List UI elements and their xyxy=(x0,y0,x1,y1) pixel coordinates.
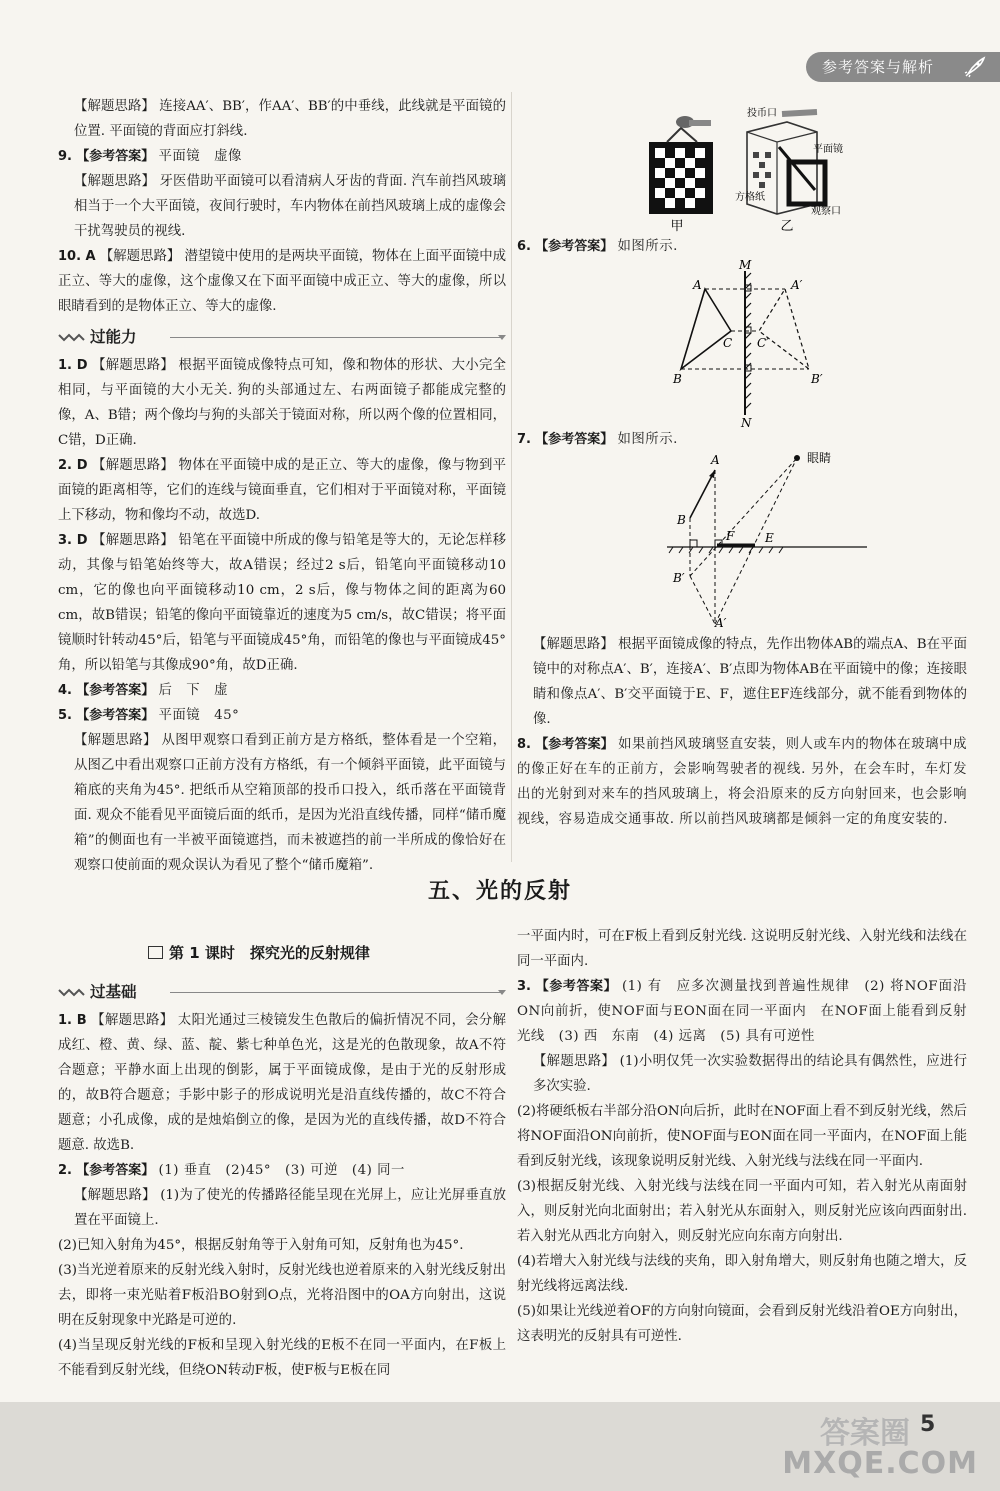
fig6-label-C: C xyxy=(723,336,733,350)
section-triangle-icon xyxy=(498,335,506,340)
q6-tag: 【参考答案】 xyxy=(535,239,614,254)
fig-label-guanchakou: 观察口 xyxy=(811,206,841,217)
mid-q1-solution: 【解题思路】 根据平面镜成像特点可知，像和物体的形状、大小完全相同，与平面镜的大小无关. 狗的头部通过左、右两面镜子都能成完整的像，A、B错；两个像均与狗的头部关于镜面对称，所以两个像的位置相同，C错，D正确. xyxy=(58,358,507,448)
section-rule xyxy=(170,337,502,338)
section-guojichu xyxy=(58,978,506,1006)
q9-number: 9. xyxy=(58,149,72,164)
lesson-title: 第 1 课时 探究光的反射规律 xyxy=(169,944,370,962)
answer-q10 xyxy=(58,244,506,319)
b-q3-number: 3. xyxy=(517,979,531,994)
q7-solution: 【解题思路】 根据平面镜成像的特点，先作出物体AB的端点A、B在平面镜中的对称点A′、B′，连接A′、B′点即为物体AB在平面镜中的像；连接眼睛和像点A′、B′交平面镜于E、F，遮住EF连线部分，就不能看到物体的像. xyxy=(533,637,967,727)
rocket-icon xyxy=(964,56,986,78)
answer-b-q3 xyxy=(517,974,967,1049)
fig7-label-A: A xyxy=(711,453,720,467)
column-divider xyxy=(511,92,512,862)
fig7-label-A2: A′ xyxy=(715,616,727,630)
answer-b-q1 xyxy=(58,1008,506,1158)
b-q2-continued: 一平面内时，可在F板上看到反射光线. 这说明反射光线、入射光线和法线在同一平面内. xyxy=(517,929,967,969)
answer-q9-header xyxy=(58,144,506,169)
mid-q5-tag: 【参考答案】 xyxy=(76,708,155,723)
b-q2-solution-3: (3)当光逆着原来的反射光线入射时，反射光线也逆着原来的入射光线反射出去，即将一束光贴着F板沿BO射到O点，光将沿图中的OA方向射出，这说明在反射现象中光路是可逆的. xyxy=(58,1263,506,1328)
figure-q6-mirror xyxy=(517,259,967,427)
fig6-label-M: M xyxy=(739,259,752,272)
fig6-label-A2: A′ xyxy=(791,278,803,292)
section-title: 过能力 xyxy=(90,328,137,346)
answer-mid-q1 xyxy=(58,353,506,453)
section-guonengli xyxy=(58,323,506,351)
fig-label-jia: 甲 xyxy=(670,219,684,234)
right-column-bottom xyxy=(517,924,967,1349)
mid-q2-solution: 【解题思路】 物体在平面镜中成的是正立、等大的虚像，像与物到平面镜的距离相等，它们的连线与镜面垂直，它们相对于平面镜对称，平面镜上下移动，物和像均不动，故选D. xyxy=(58,458,506,523)
answer-mid-q3 xyxy=(58,528,506,678)
fig7-label-E: E xyxy=(765,531,774,545)
fig7-label-B2: B′ xyxy=(673,571,685,585)
mid-q3-number: 3. D xyxy=(58,533,88,548)
fig-label-toubikou: 投币口 xyxy=(747,108,777,119)
fig-label-yi: 乙 xyxy=(780,219,794,234)
answer-mid-q4 xyxy=(58,678,506,703)
watermark-logo: 答案圈 xyxy=(820,1416,910,1451)
mid-q1-number: 1. D xyxy=(58,358,88,373)
figure-coin-box xyxy=(517,92,967,234)
section-rule xyxy=(170,992,502,993)
mid-q4-number: 4. xyxy=(58,683,72,698)
q10-solution: 【解题思路】 潜望镜中使用的是两块平面镜，物体在上面平面镜中成正立、等大的虚像，这个虚像又在下面平面镜中成正立、等大的虚像，所以眼睛看到的是物体正立、等大的虚像. xyxy=(58,249,506,314)
section-wave-icon xyxy=(58,331,86,343)
lesson-title-row xyxy=(148,942,370,963)
fig6-label-B2: B′ xyxy=(811,372,823,386)
q7-tag: 【参考答案】 xyxy=(535,432,614,447)
chapter-title: 五、光的反射 xyxy=(427,879,572,904)
answer-p0: 【解题思路】 连接AA′、BB′，作AA′、BB′的中垂线，此线就是平面镜的位置. 平面镜的背面应打斜线. xyxy=(74,99,506,139)
b-q3-solution-3: (3)根据反射光线、入射光线与法线在同一平面内可知，若入射光从南面射入，则反射光向北面射出；若入射光从东面射入，则反射光应该向西面射出. 若入射光从西北方向射入，则反射光应向东南方向射出. xyxy=(517,1179,967,1244)
b-q2-solution-4: (4)当呈现反射光线的F板和呈现入射光线的E板不在同一平面内，在F板上不能看到反射光线，但绕ON转动F板，使F板与E板在同 xyxy=(58,1338,506,1378)
figure-q7-eye xyxy=(517,452,967,632)
b-q3-solution-2: (2)将硬纸板右半部分沿ON向后折，此时在NOF面上看不到反射光线，然后将NOF面沿ON向前折，使NOF面与EON面在同一平面内，在NOF面上能看到反射光线，该现象说明反射光线、入射光线与法线在同一平面内. xyxy=(517,1104,967,1169)
q8-number: 8. xyxy=(517,737,531,752)
answer-q8 xyxy=(517,732,967,832)
mid-q3-solution: 【解题思路】 铅笔在平面镜中所成的像与铅笔是等大的，无论怎样移动，其像与铅笔始终等大，故A错误；经过2 s后，铅笔向平面镜移动10 cm，它的像也向平面镜移动10 cm，2 s后，像与物体之间的距离为60 cm，故B错误；铅笔的像向平面镜靠近的速度为5 cm/s，故C错误；将平面镜顺时针转动45°后，铅笔与平面镜成45°角，而铅笔的像也与平面镜成45°角，所以铅笔与其像成90°角，故D正确. xyxy=(58,533,506,673)
section-title: 过基础 xyxy=(90,983,137,1001)
q9-solution: 【解题思路】 牙医借助平面镜可以看清病人牙齿的背面. 汽车前挡风玻璃相当于一个大平面镜，夜间行驶时，车内物体在前挡风玻璃上成的虚像会干扰驾驶员的视线. xyxy=(74,174,506,239)
fig7-label-B: B xyxy=(677,513,686,527)
b-q2-number: 2. xyxy=(58,1163,72,1178)
fig-label-pingmianjing: 平面镜 xyxy=(813,144,843,155)
page-number: 5 xyxy=(920,1412,936,1437)
fig-label-fanggezhi: 方格纸 xyxy=(735,192,765,203)
b-q3-answer: (1) 有 应多次测量找到普遍性规律 (2) 将NOF面沿ON向前折，使NOF面与EON面在同一平面内 在NOF面上能看到反射光线 (3) 西 东南 (4) 远离 (5) 具有可逆性 xyxy=(517,979,967,1044)
b-q2-tag: 【参考答案】 xyxy=(76,1163,155,1178)
b-q2-solution-1: 【解题思路】 (1)为了使光的传播路径能呈现在光屏上，应让光屏垂直放置在平面镜上. xyxy=(74,1188,506,1228)
b-q1-solution: 【解题思路】 太阳光通过三棱镜发生色散后的偏折情况不同，会分解成红、橙、黄、绿、蓝、靛、紫七种单色光，这是光的色散现象，故A不符合题意；平静水面上出现的倒影，属于平面镜成像，是由于光的反射形成的，故B符合题意；手影中影子的形成说明光是沿直线传播的，故C不符合题意；小孔成像，成的是烛焰倒立的像，是因为光的直线传播，故D不符合题意. 故选B. xyxy=(58,1013,506,1153)
b-q3-tag: 【参考答案】 xyxy=(535,979,618,994)
b-q1-number: 1. B xyxy=(58,1013,87,1028)
b-q2-solution-2: (2)已知入射角为45°，根据反射角等于入射角可知，反射角也为45°. xyxy=(58,1238,464,1253)
q9-tag: 【参考答案】 xyxy=(76,149,155,164)
figure-jia-box xyxy=(649,116,713,214)
left-column-top xyxy=(58,92,506,878)
section-triangle-icon xyxy=(498,990,506,995)
mid-q4-answer: 后 下 虚 xyxy=(158,683,228,698)
q7-answer: 如图所示. xyxy=(617,432,678,447)
q9-answer: 平面镜 虚像 xyxy=(158,149,242,164)
q8-tag: 【参考答案】 xyxy=(535,737,614,752)
fig6-label-N: N xyxy=(741,416,752,427)
fig6-label-C2: C′ xyxy=(757,336,769,350)
fig7-label-F: F xyxy=(726,529,735,543)
mid-q4-tag: 【参考答案】 xyxy=(76,683,155,698)
b-q3-solution-1: 【解题思路】 (1)小明仅凭一次实验数据得出的结论具有偶然性，应进行多次实验. xyxy=(533,1054,967,1094)
q6-number: 6. xyxy=(517,239,531,254)
answer-mid-q5 xyxy=(58,703,506,728)
b-q3-solution-5: (5)如果让光线逆着OF的方向射向镜面，会看到反射光线沿着OE方向射出，这表明光的反射具有可逆性. xyxy=(517,1304,967,1344)
right-column-top xyxy=(517,92,967,832)
mid-q5-solution: 【解题思路】 从图甲观察口看到正前方是方格纸，整体看是一个空箱，从图乙中看出观察口正前方没有方格纸，有一个倾斜平面镜，此平面镜与箱底的夹角为45°. 把纸币从空箱顶部的投币口投入，纸币落在平面镜背面. 观众不能看见平面镜后面的纸币，是因为光沿直线传播，同样“储币魔箱”的侧面也有一半被平面镜遮挡，而未被遮挡的前一半所成的像恰好在观察口使前面的观众误认为看见了整个“储币魔箱”. xyxy=(74,733,506,873)
answer-q6 xyxy=(517,234,967,259)
fig7-label-eye: 眼睛 xyxy=(807,452,832,465)
left-column-bottom xyxy=(58,978,506,1383)
header-title: 参考答案与解析 xyxy=(822,58,935,76)
answer-b-q2 xyxy=(58,1158,506,1183)
watermark-url: MXQE.COM xyxy=(782,1446,978,1481)
q10-number: 10. A xyxy=(58,249,96,264)
fig6-label-A: A xyxy=(693,278,702,292)
header-tab xyxy=(806,52,1000,82)
folder-icon xyxy=(148,946,163,959)
q7-number: 7. xyxy=(517,432,531,447)
answer-mid-q2 xyxy=(58,453,506,528)
mid-q5-answer: 平面镜 45° xyxy=(158,708,240,723)
section-wave-icon xyxy=(58,986,86,998)
answer-q7 xyxy=(517,427,967,452)
fig6-label-B: B xyxy=(673,372,682,386)
q8-answer: 如果前挡风玻璃竖直安装，则人或车内的物体在玻璃中成的像正好在车的正前方，会影响驾驶者的视线. 另外，在会车时，车灯发出的光射到对来车的挡风玻璃上，将会沿原来的反方向射回来，也会影响视线，容易造成交通事故. 所以前挡风玻璃都是倾斜一定的角度安装的. xyxy=(517,737,967,827)
b-q3-solution-4: (4)若增大入射光线与法线的夹角，即入射角增大，则反射角也随之增大，反射光线将远离法线. xyxy=(517,1254,967,1294)
b-q2-answer: (1) 垂直 (2)45° (3) 可逆 (4) 同一 xyxy=(158,1163,405,1178)
q6-answer: 如图所示. xyxy=(617,239,678,254)
mid-q2-number: 2. D xyxy=(58,458,88,473)
mid-q5-number: 5. xyxy=(58,708,72,723)
